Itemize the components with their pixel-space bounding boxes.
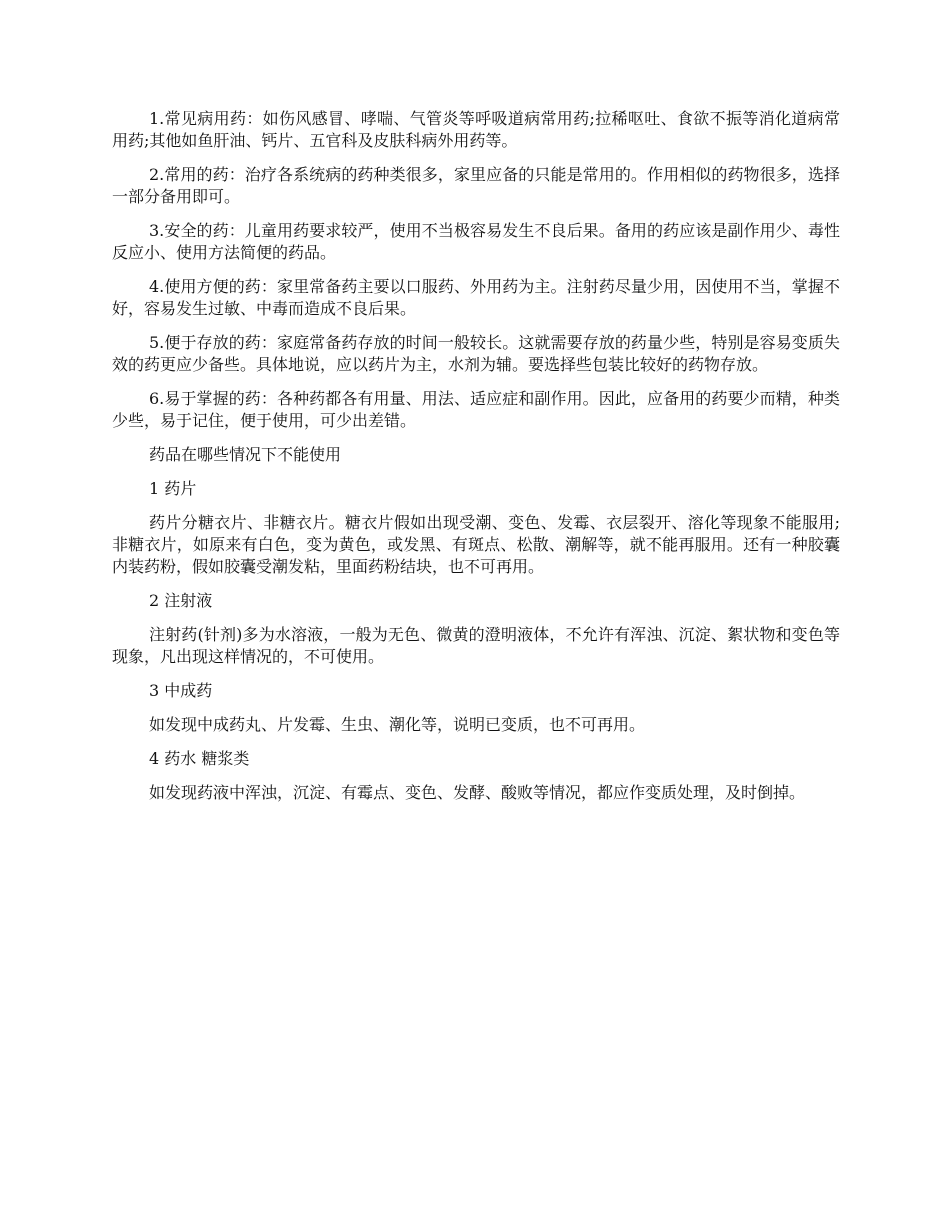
paragraph-injections: 注射药(针剂)多为水溶液，一般为无色、微黄的澄明液体，不允许有浑浊、沉淀、絮状物和变色等现象，凡出现这样情况的，不可使用。 [112,625,840,666]
subheading-tablets: 1 药片 [149,479,197,498]
subheading-chinese-medicine: 3 中成药 [149,681,213,700]
paragraph-common-drugs: 2.常用的药：治疗各系统病的药种类很多，家里应备的只能是常用的。作用相似的药物很多，选择一部分备用即可。 [112,165,840,206]
paragraph-convenient-drugs: 4.使用方便的药：家里常备药主要以口服药、外用药为主。注射药尽量少用，因使用不当，掌握不好，容易发生过敏、中毒而造成不良后果。 [112,277,840,318]
paragraph-common-illness-drugs: 1.常见病用药：如伤风感冒、哮喘、气管炎等呼吸道病常用药;拉稀呕吐、食欲不振等消化道病常用药;其他如鱼肝油、钙片、五官科及皮肤科病外用药等。 [112,109,840,150]
subheading-liquid-syrup: 4 药水 糖浆类 [149,749,250,768]
section-heading-unusable-drugs: 药品在哪些情况下不能使用 [149,445,342,464]
paragraph-safe-drugs: 3.安全的药：儿童用药要求较严，使用不当极容易发生不良后果。备用的药应该是副作用少、毒性反应小、使用方法简便的药品。 [112,221,840,262]
paragraph-tablets: 药片分糖衣片、非糖衣片。糖衣片假如出现受潮、变色、发霉、衣层裂开、溶化等现象不能服用;非糖衣片，如原来有白色，变为黄色，或发黑、有斑点、松散、潮解等，就不能再服用。还有一种胶囊内装药粉，假如胶囊受潮发粘，里面药粉结块，也不可再用。 [112,513,840,576]
paragraph-liquid-syrup: 如发现药液中浑浊，沉淀、有霉点、变色、发酵、酸败等情况，都应作变质处理，及时倒掉。 [149,783,806,802]
paragraph-chinese-medicine: 如发现中成药丸、片发霉、生虫、潮化等，说明已变质，也不可再用。 [149,715,646,734]
paragraph-storable-drugs: 5.便于存放的药：家庭常备药存放的时间一般较长。这就需要存放的药量少些，特别是容易变质失效的药更应少备些。具体地说，应以药片为主，水剂为辅。要选择些包装比较好的药物存放。 [112,333,840,374]
paragraph-easy-drugs: 6.易于掌握的药：各种药都各有用量、用法、适应症和副作用。因此，应备用的药要少而精，种类少些，易于记住，便于使用，可少出差错。 [112,389,840,430]
subheading-injections: 2 注射液 [149,591,213,610]
